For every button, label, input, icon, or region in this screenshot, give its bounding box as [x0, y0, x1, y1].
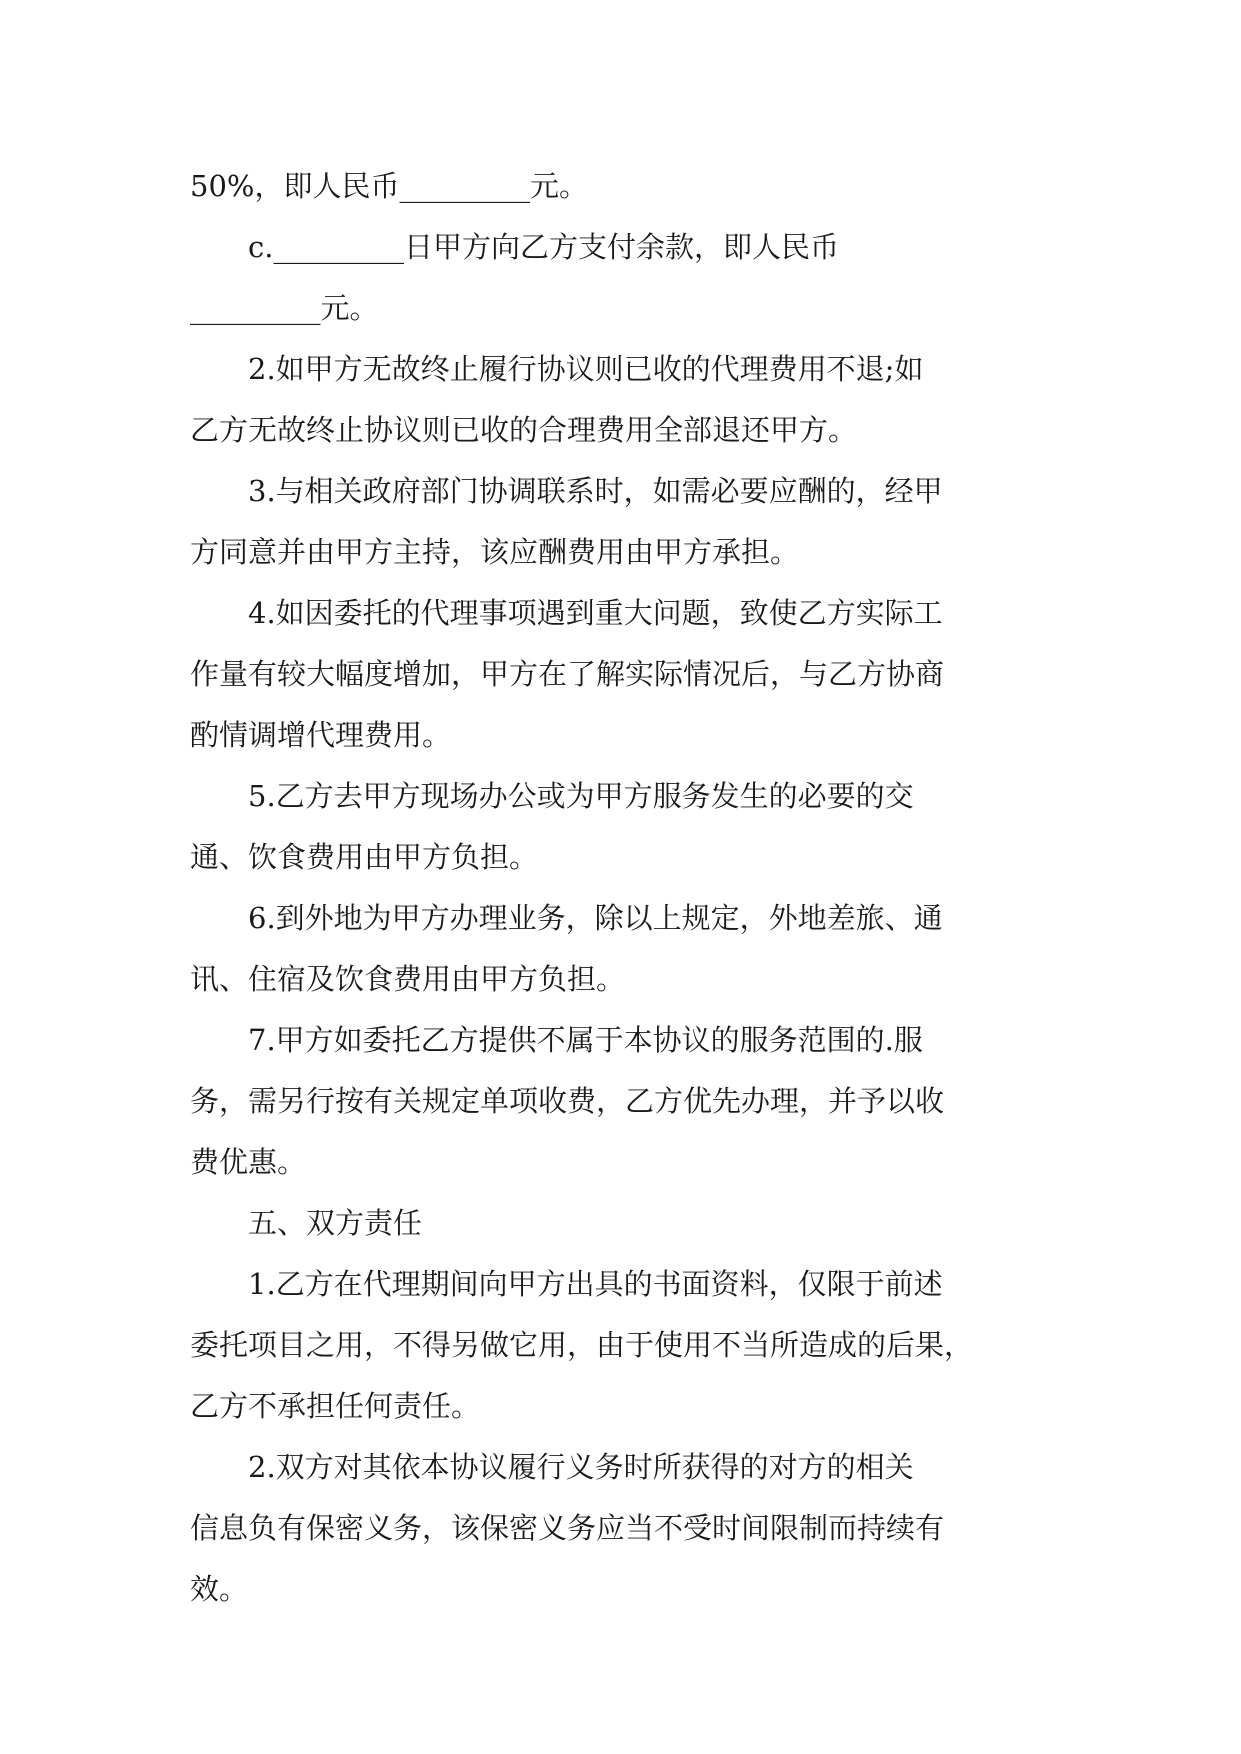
text-line: 通、饮食费用由甲方负担。	[190, 840, 539, 874]
text-line: 3.与相关政府部门协调联系时，如需必要应酬的，经甲	[248, 474, 943, 508]
text-line: 信息负有保密义务，该保密义务应当不受时间限制而持续有	[190, 1511, 945, 1545]
text-line: 乙方无故终止协议则已收的合理费用全部退还甲方。	[190, 413, 858, 447]
text-line: 效。	[190, 1572, 249, 1606]
text-line: 5.乙方去甲方现场办公或为甲方服务发生的必要的交	[248, 779, 914, 813]
text-line: 委托项目之用，不得另做它用，由于使用不当所造成的后果，	[190, 1328, 974, 1362]
text-line: 50%，即人民币_________元。	[190, 169, 588, 203]
text-line: c._________日甲方向乙方支付余款，即人民币	[248, 230, 839, 264]
text-line: 乙方不承担任何责任。	[190, 1389, 481, 1423]
text-line: 务，需另行按有关规定单项收费，乙方优先办理，并予以收	[190, 1084, 945, 1118]
text-line: 7.甲方如委托乙方提供不属于本协议的服务范围的.服	[248, 1023, 923, 1057]
text-line: 酌情调增代理费用。	[190, 718, 452, 752]
text-line: _________元。	[190, 291, 379, 325]
text-line: 2.双方对其依本协议履行义务时所获得的对方的相关	[248, 1450, 914, 1484]
text-line: 讯、住宿及饮食费用由甲方负担。	[190, 962, 626, 996]
text-line: 作量有较大幅度增加，甲方在了解实际情况后，与乙方协商	[190, 657, 945, 691]
text-line: 方同意并由甲方主持，该应酬费用由甲方承担。	[190, 535, 800, 569]
text-line: 费优惠。	[190, 1145, 307, 1179]
text-line: 6.到外地为甲方办理业务，除以上规定，外地差旅、通	[248, 901, 943, 935]
section-heading: 五、双方责任	[248, 1206, 423, 1240]
text-line: 4.如因委托的代理事项遇到重大问题，致使乙方实际工	[248, 596, 943, 630]
text-line: 2.如甲方无故终止履行协议则已收的代理费用不退;如	[248, 352, 924, 386]
document-body	[190, 156, 1052, 1620]
text-line: 1.乙方在代理期间向甲方出具的书面资料，仅限于前述	[248, 1267, 943, 1301]
